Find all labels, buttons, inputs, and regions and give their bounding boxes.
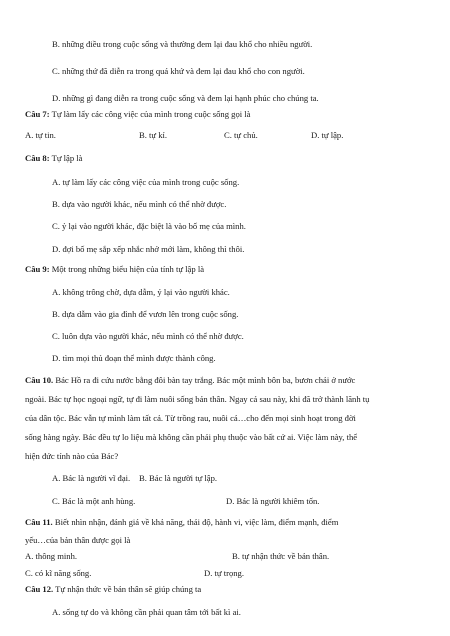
option-a: A. không trông chờ, dựa dẫm, ỷ lại vào người khác. bbox=[52, 287, 230, 297]
paragraph-line: ngoài. Bác tự học ngoại ngữ, tự đi làm nuôi sống bản thân. Ngay cả sau này, khi đã trở thành lãnh tụ bbox=[25, 394, 370, 404]
option-d: D. Bác là người khiêm tốn. bbox=[226, 496, 320, 506]
option-d: D. tự lập. bbox=[311, 130, 344, 140]
question-label: Câu 8: bbox=[25, 153, 50, 163]
question-12 bbox=[25, 584, 201, 595]
question-label: Câu 11. bbox=[25, 517, 53, 527]
option-b: B. dựa dẫm vào gia đình để vươn lên trong cuộc sống. bbox=[52, 309, 239, 319]
option-a: A. tự làm lấy các công việc của mình trong cuộc sống. bbox=[52, 177, 240, 187]
option-b: B. tự kỉ. bbox=[139, 130, 168, 140]
option-c: C. luôn dựa vào người khác, nếu mình có thể nhờ được. bbox=[52, 331, 244, 341]
option-a: A. tự tin. bbox=[25, 130, 56, 140]
question-label: Câu 12. bbox=[25, 584, 54, 594]
option-c: C. Bác là một anh hùng. bbox=[52, 496, 136, 506]
option-d: D. những gì đang diễn ra trong cuộc sống và đem lại hạnh phúc cho chúng ta. bbox=[52, 93, 319, 103]
question-text: Tự lập là bbox=[49, 153, 83, 163]
paragraph-line: sống hàng ngày. Bác đều tự lo liệu mà không cần phải phụ thuộc vào bất cứ ai. Việc làm này, thể bbox=[25, 432, 358, 442]
question-10 bbox=[25, 375, 355, 386]
question-label: Câu 7: bbox=[25, 109, 50, 119]
question-text: Bác Hồ ra đi cứu nước bằng đôi bàn tay trắng. Bác một mình bôn ba, bươn chải ở nước bbox=[53, 375, 356, 385]
option-b: B. dựa vào người khác, nếu mình có thể nhờ được. bbox=[52, 199, 227, 209]
question-text: Tự làm lấy các công việc của mình trong cuộc sống gọi là bbox=[49, 109, 251, 119]
question-9 bbox=[25, 264, 204, 275]
option-d: D. đợi bố mẹ sắp xếp nhắc nhở mới làm, không thì thôi. bbox=[52, 244, 245, 254]
question-11 bbox=[25, 517, 338, 528]
paragraph-line: hiện đức tính nào của Bác? bbox=[25, 451, 119, 461]
option-b: B. tự nhận thức về bản thân. bbox=[232, 551, 330, 561]
option-b: B. những điều trong cuộc sống và thường đem lại đau khổ cho nhiều người. bbox=[52, 39, 313, 49]
paragraph-line: của dân tộc. Bác vẫn tự mình làm tất cả. Từ trồng rau, nuôi cá…cho đến mọi sinh hoạt trong đời bbox=[25, 413, 356, 423]
question-label: Câu 9: bbox=[25, 264, 50, 274]
option-d: D. tự trọng. bbox=[204, 568, 244, 578]
option-b: B. Bác là người tự lập. bbox=[139, 473, 218, 483]
question-text: Tự nhận thức về bản thân sẽ giúp chúng ta bbox=[53, 584, 202, 594]
question-7 bbox=[25, 109, 251, 120]
question-label: Câu 10. bbox=[25, 375, 54, 385]
option-c: C. ỷ lại vào người khác, đặc biệt là vào bố mẹ của mình. bbox=[52, 221, 246, 231]
paragraph-line: yếu…của bản thân được gọi là bbox=[25, 535, 131, 545]
option-d: D. tìm mọi thủ đoạn thể mình được thành công. bbox=[52, 353, 216, 363]
option-c: C. những thứ đã diễn ra trong quá khứ và đem lại đau khổ cho con người. bbox=[52, 66, 305, 76]
question-text: Biết nhìn nhận, đánh giá về khả năng, thái độ, hành vi, việc làm, điểm mạnh, điểm bbox=[52, 517, 339, 527]
option-a: A. thông minh. bbox=[25, 551, 78, 561]
option-a: A. Bác là người vĩ đại. bbox=[52, 473, 131, 483]
question-text: Một trong những biểu hiện của tính tự lập là bbox=[49, 264, 205, 274]
question-8 bbox=[25, 153, 83, 164]
option-c: C. tự chủ. bbox=[224, 130, 258, 140]
option-c: C. có kĩ năng sống. bbox=[25, 568, 92, 578]
option-a: A. sống tự do và không cần phải quan tâm tới bất kì ai. bbox=[52, 607, 241, 617]
